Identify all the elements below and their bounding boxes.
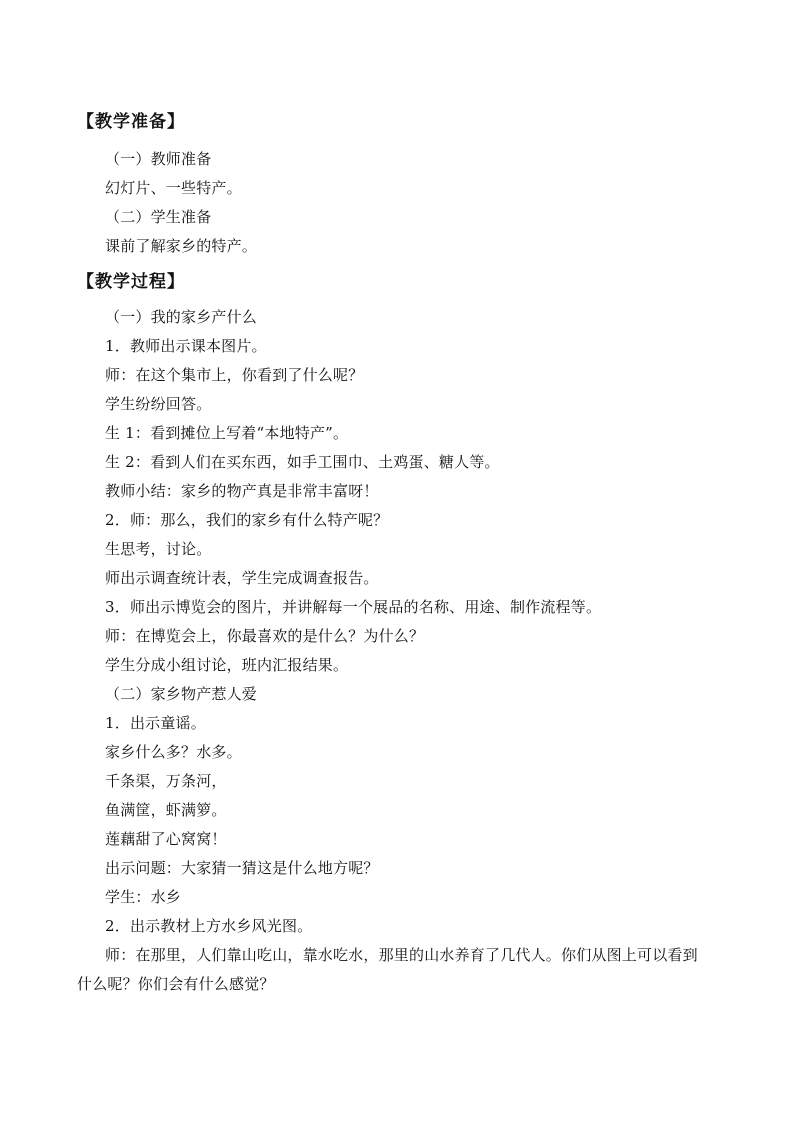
paragraph-line: 出示问题：大家猜一猜这是什么地方呢？ [105, 859, 379, 877]
paragraph-line: 生 1：看到摊位上写着“本地特产”。 [105, 424, 349, 442]
paragraph-line: 师：在博览会上，你最喜欢的是什么？为什么？ [105, 627, 425, 645]
rhyme-line: 千条渠，万条河， [105, 772, 227, 790]
paragraph-line: 教师小结：家乡的物产真是非常丰富呀！ [105, 482, 379, 500]
paragraph-line: 1．出示童谣。 [105, 714, 206, 732]
section-heading-process: 【教学过程】 [77, 272, 185, 292]
rhyme-line: 鱼满筐，虾满箩。 [105, 801, 227, 819]
paragraph-line: 幻灯片、一些特产。 [105, 179, 242, 197]
paragraph-line: 1．教师出示课本图片。 [105, 337, 267, 355]
rhyme-line: 家乡什么多？水多。 [105, 743, 242, 761]
paragraph-line: 生 2：看到人们在买东西，如手工围巾、土鸡蛋、糖人等。 [105, 453, 500, 471]
paragraph-line: 师：在这个集市上，你看到了什么呢？ [105, 366, 364, 384]
paragraph-line: 学生：水乡 [105, 888, 182, 906]
sub-heading-student-prep: （二）学生准备 [105, 208, 212, 226]
section-heading-preparation: 【教学准备】 [77, 112, 185, 132]
paragraph-line: 2．出示教材上方水乡风光图。 [105, 917, 313, 935]
paragraph-line: 学生分成小组讨论，班内汇报结果。 [105, 656, 349, 674]
paragraph-line: 学生纷纷回答。 [105, 395, 212, 413]
paragraph-line: 课前了解家乡的特产。 [105, 237, 258, 255]
paragraph-line-continued: 什么呢？你们会有什么感觉？ [77, 975, 275, 993]
sub-heading-hometown-products-loved: （二）家乡物产惹人爱 [105, 685, 258, 703]
paragraph-line: 生思考，讨论。 [105, 540, 212, 558]
rhyme-line: 莲藕甜了心窝窝！ [105, 830, 227, 848]
paragraph-line: 师：在那里，人们靠山吃山，靠水吃水，那里的山水养育了几代人。你们从图上可以看到 [105, 946, 698, 964]
paragraph-line: 师出示调查统计表，学生完成调查报告。 [105, 569, 379, 587]
paragraph-line: 2．师：那么，我们的家乡有什么特产呢？ [105, 511, 389, 529]
sub-heading-what-hometown-produces: （一）我的家乡产什么 [105, 308, 258, 326]
paragraph-line: 3．师出示博览会的图片，并讲解每一个展品的名称、用途、制作流程等。 [105, 598, 602, 616]
sub-heading-teacher-prep: （一）教师准备 [105, 150, 212, 168]
